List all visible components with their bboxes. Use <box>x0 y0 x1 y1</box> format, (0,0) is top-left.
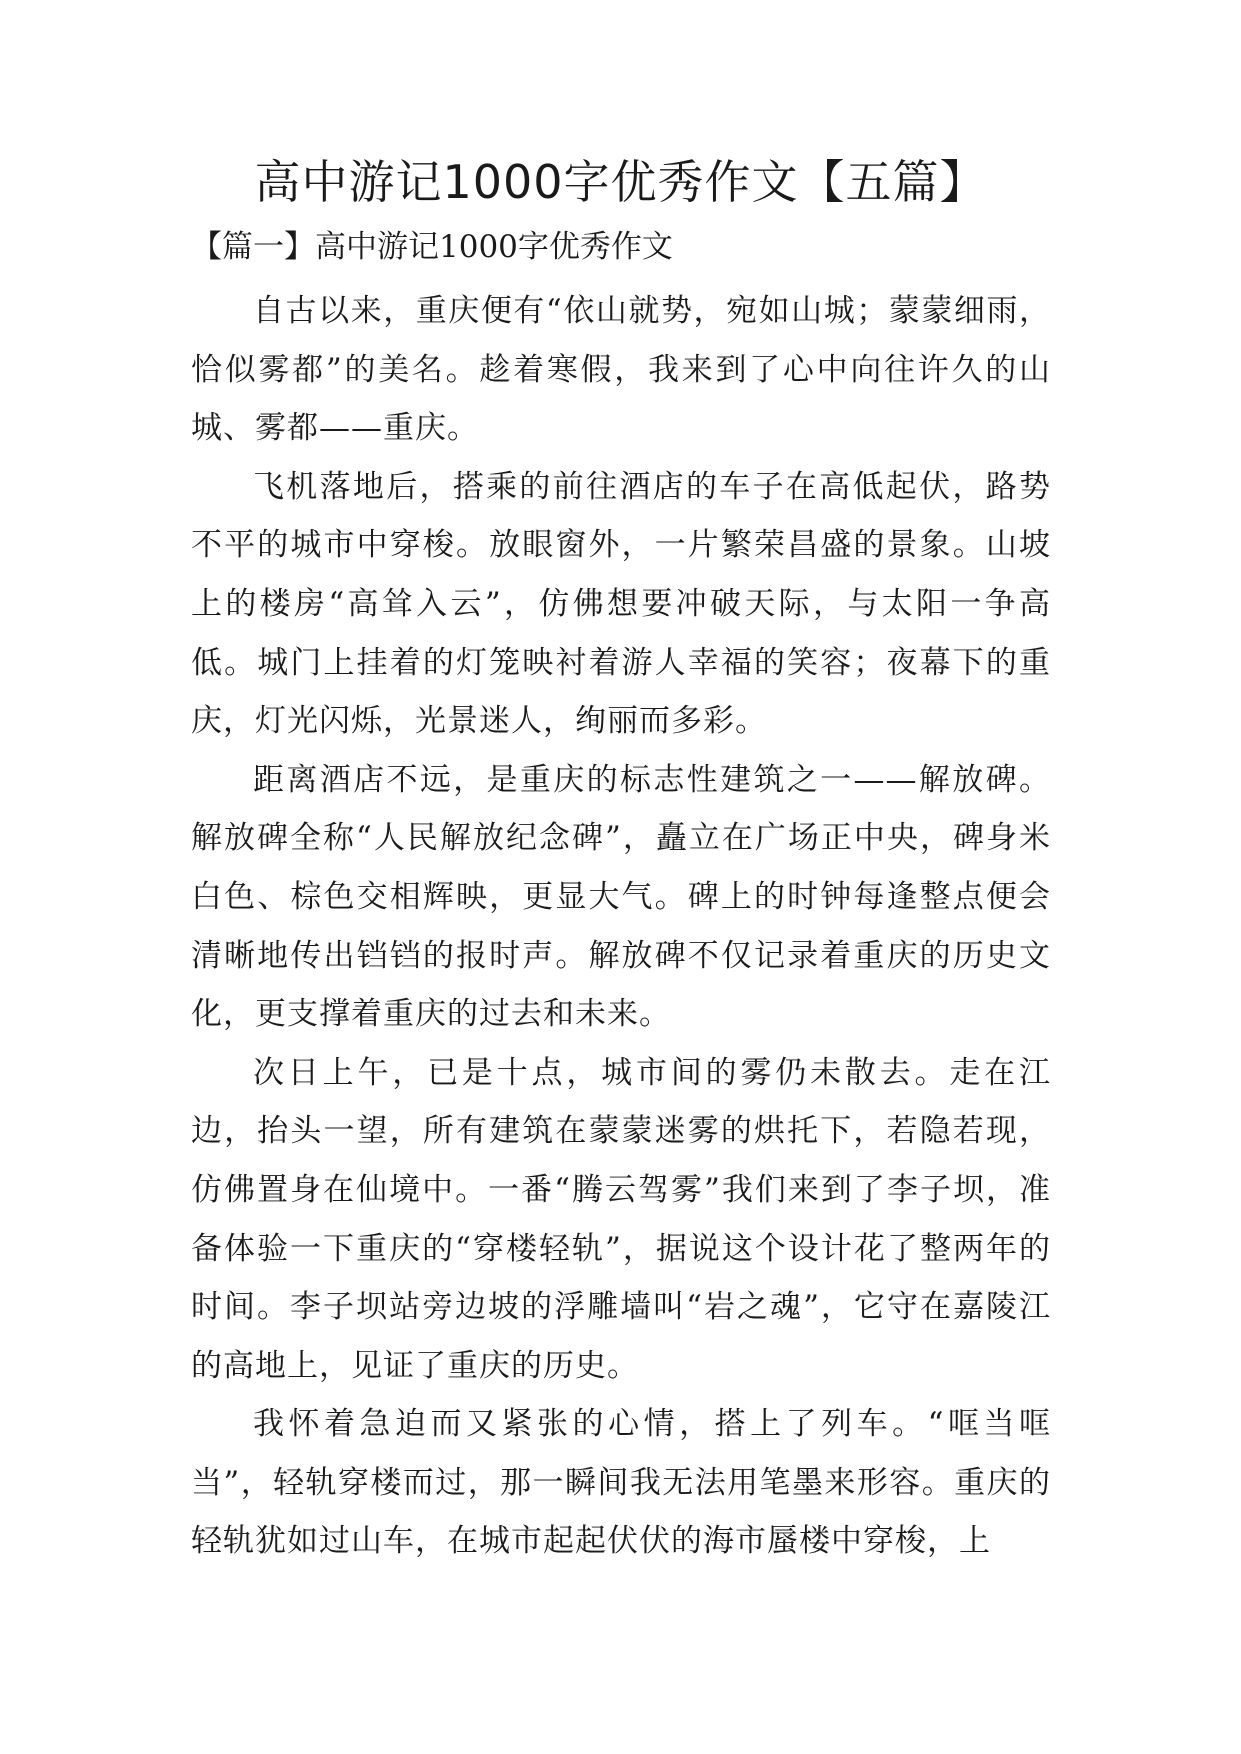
paragraph: 次日上午，已是十点，城市间的雾仍未散去。走在江边，抬头一望，所有建筑在蒙蒙迷雾的烘托下，若隐若现，仿佛置身在仙境中。一番“腾云驾雾”我们来到了李子坝，准备体验一下重庆的“穿楼轻轨”，据说这个设计花了整两年的时间。李子坝站旁边坡的浮雕墙叫“岩之魂”，它守在嘉陵江的高地上，见证了重庆的历史。 <box>191 1054 1051 1384</box>
paragraph: 我怀着急迫而又紧张的心情，搭上了列车。“哐当哐当”，轻轨穿楼而过，那一瞬间我无法用笔墨来形容。重庆的轻轨犹如过山车，在城市起起伏伏的海市蜃楼中穿梭，上 <box>191 1406 1051 1560</box>
paragraph: 自古以来，重庆便有“依山就势，宛如山城；蒙蒙细雨，恰似雾都”的美名。趁着寒假，我来到了心中向往许久的山城、雾都——重庆。 <box>191 293 1051 447</box>
document-body <box>191 282 1051 1571</box>
paragraph: 距离酒店不远，是重庆的标志性建筑之一——解放碑。解放碑全称“人民解放纪念碑”，矗立在广场正中央，碑身米白色、棕色交相辉映，更显大气。碑上的时钟每逢整点便会清晰地传出铛铛的报时声。解放碑不仅记录着重庆的历史文化，更支撑着重庆的过去和未来。 <box>191 761 1051 1033</box>
document-title: 高中游记1000字优秀作文【五篇】 <box>254 155 987 209</box>
section-heading: 【篇一】高中游记1000字优秀作文 <box>191 229 673 265</box>
paragraph: 飞机落地后，搭乘的前往酒店的车子在高低起伏，路势不平的城市中穿梭。放眼窗外，一片繁荣昌盛的景象。山坡上的楼房“高耸入云”，仿佛想要冲破天际，与太阳一争高低。城门上挂着的灯笼映衬着游人幸福的笑容；夜幕下的重庆，灯光闪烁，光景迷人，绚丽而多彩。 <box>191 468 1051 740</box>
